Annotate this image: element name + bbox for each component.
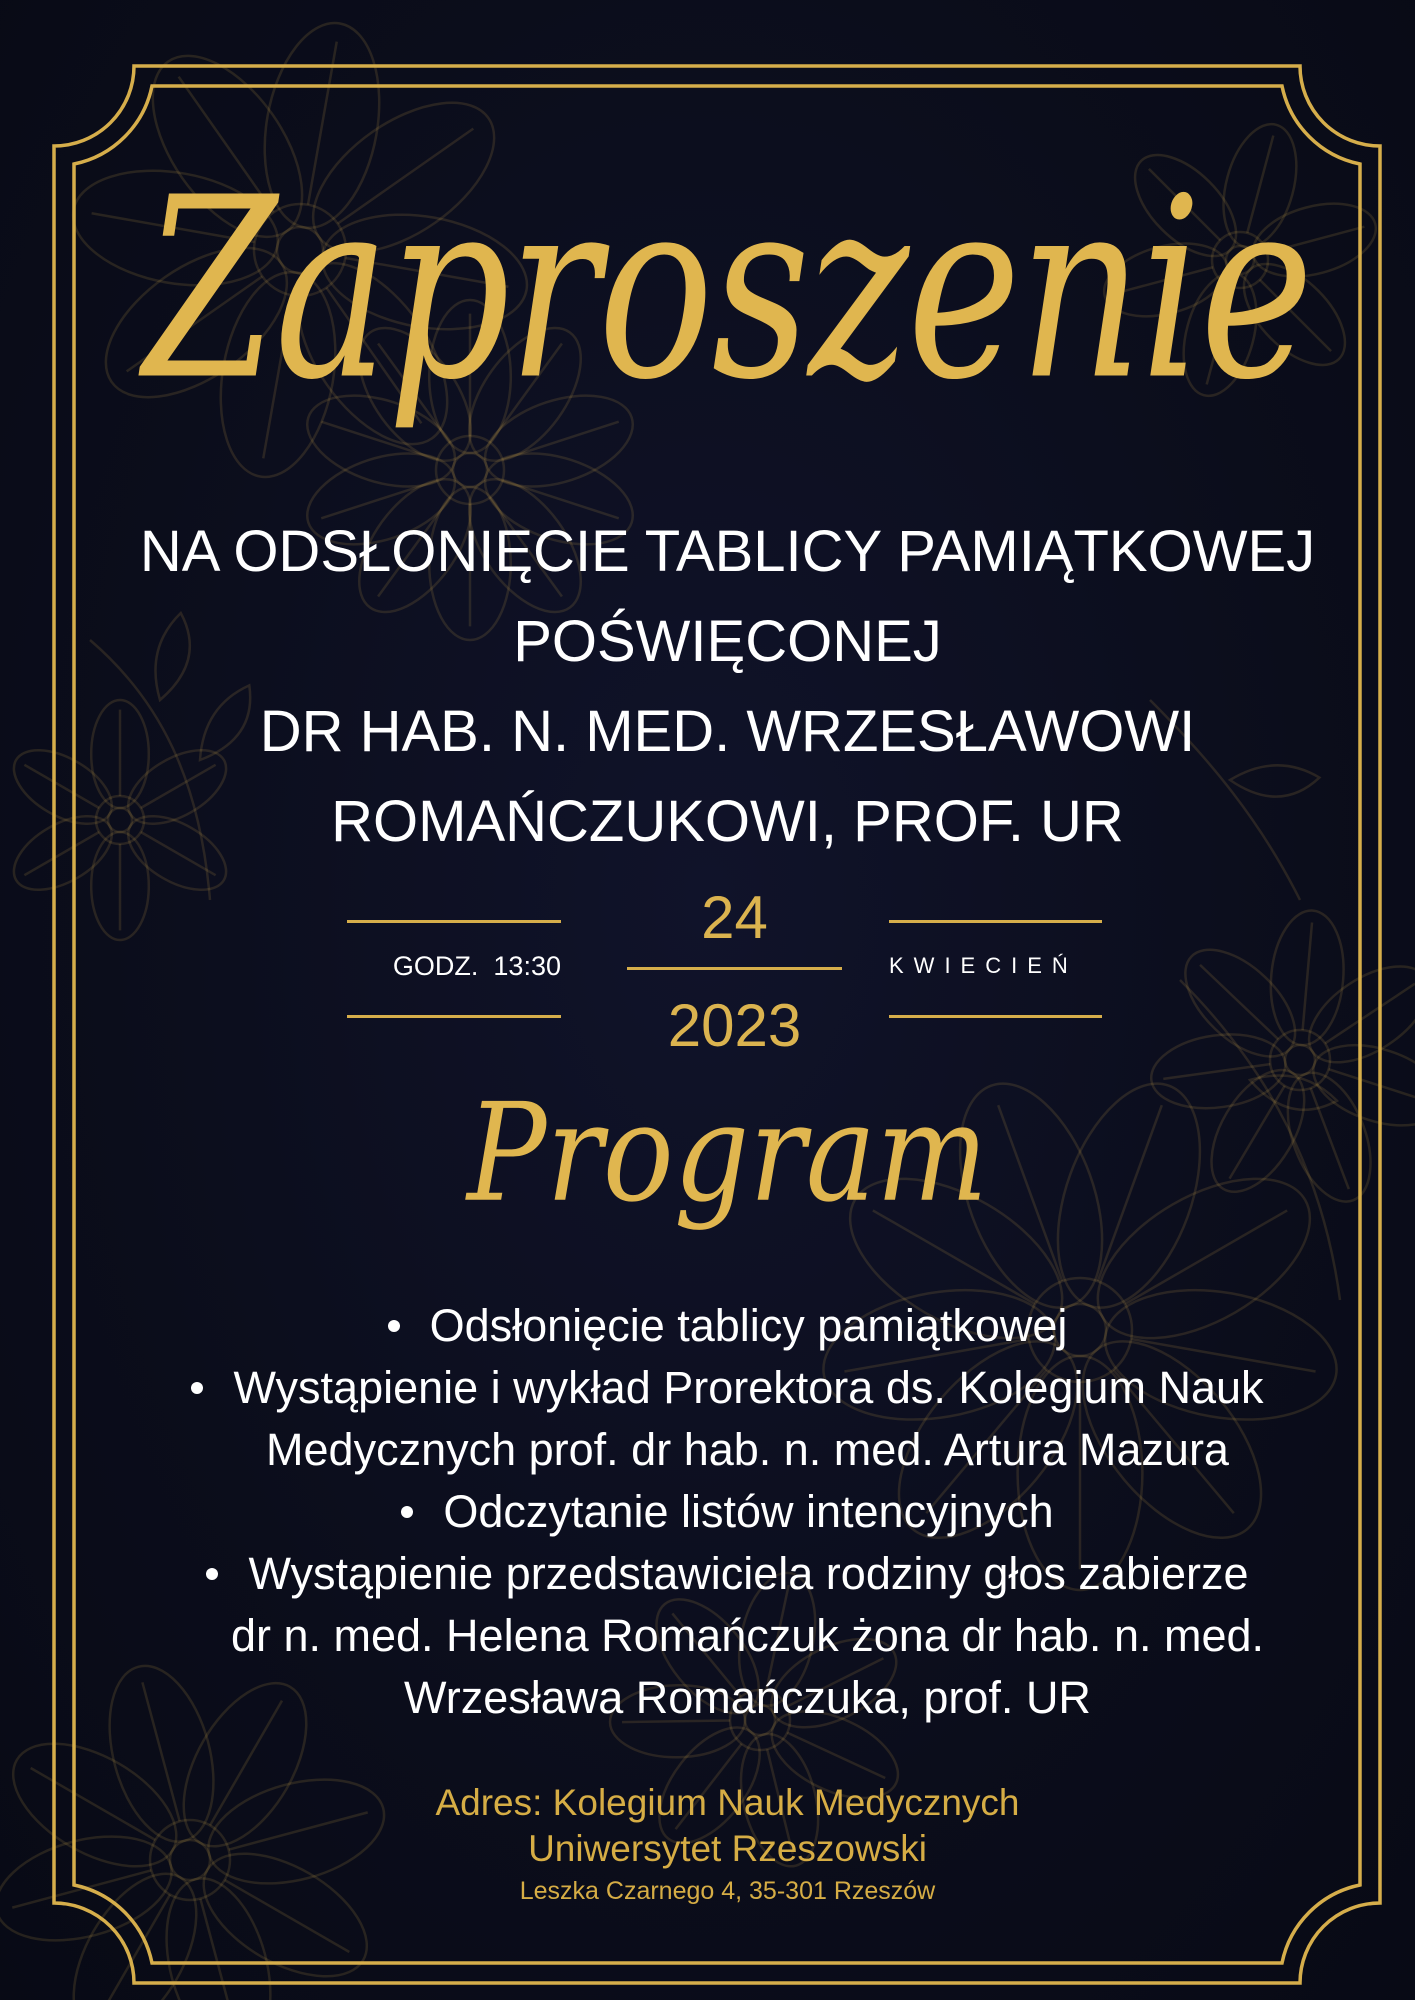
date-divider-line bbox=[889, 1015, 1102, 1018]
event-year: 2023 bbox=[667, 992, 802, 1059]
list-item-text: Odczytanie listów intencyjnych bbox=[443, 1486, 1054, 1537]
list-item-continuation: Medycznych prof. dr hab. n. med. Artura Mazura bbox=[266, 1424, 1229, 1475]
dedication-line: DR HAB. N. MED. WRZESŁAWOWI bbox=[259, 699, 1196, 764]
bullet-icon bbox=[388, 1320, 400, 1332]
street-address: Leszka Czarnego 4, 35-301 Rzeszów bbox=[519, 1877, 936, 1905]
date-divider-line bbox=[347, 1015, 561, 1018]
list-item-text: Wystąpienie przedstawiciela rodziny głos zabierze bbox=[248, 1548, 1249, 1599]
list-item-continuation: dr n. med. Helena Romańczuk żona dr hab. n. med. bbox=[230, 1610, 1265, 1661]
list-item bbox=[40, 1295, 1415, 1357]
list-item-text: Wystąpienie i wykład Prorektora ds. Kolegium Nauk bbox=[233, 1362, 1264, 1413]
bullet-icon bbox=[206, 1568, 218, 1580]
invitation-title: Zaproszenie bbox=[143, 145, 1312, 436]
bullet-icon bbox=[401, 1506, 413, 1518]
list-item bbox=[40, 1481, 1415, 1543]
bullet-icon bbox=[191, 1382, 203, 1394]
dedication-line: ROMAŃCZUKOWI, PROF. UR bbox=[331, 789, 1124, 854]
list-item-text: Odsłonięcie tablicy pamiątkowej bbox=[429, 1300, 1068, 1351]
dedication-line: POŚWIĘCONEJ bbox=[513, 609, 942, 674]
list-item bbox=[40, 1357, 1415, 1419]
list-item bbox=[40, 1543, 1415, 1605]
program-heading: Program bbox=[466, 1073, 989, 1232]
dedication-line: NA ODSŁONIĘCIE TABLICY PAMIĄTKOWEJ bbox=[139, 519, 1316, 584]
list-item-continuation: Wrzesława Romańczuka, prof. UR bbox=[404, 1672, 1091, 1723]
date-divider-line bbox=[889, 920, 1102, 923]
event-day: 24 bbox=[701, 884, 768, 951]
event-time: GODZ. 13:30 bbox=[392, 951, 561, 981]
event-month: KWIECIEŃ bbox=[889, 953, 1078, 978]
date-divider-line bbox=[627, 967, 842, 970]
address-line: Uniwersytet Rzeszowski bbox=[528, 1828, 927, 1869]
address-line: Adres: Kolegium Nauk Medycznych bbox=[435, 1782, 1020, 1823]
date-divider-line bbox=[347, 920, 561, 923]
